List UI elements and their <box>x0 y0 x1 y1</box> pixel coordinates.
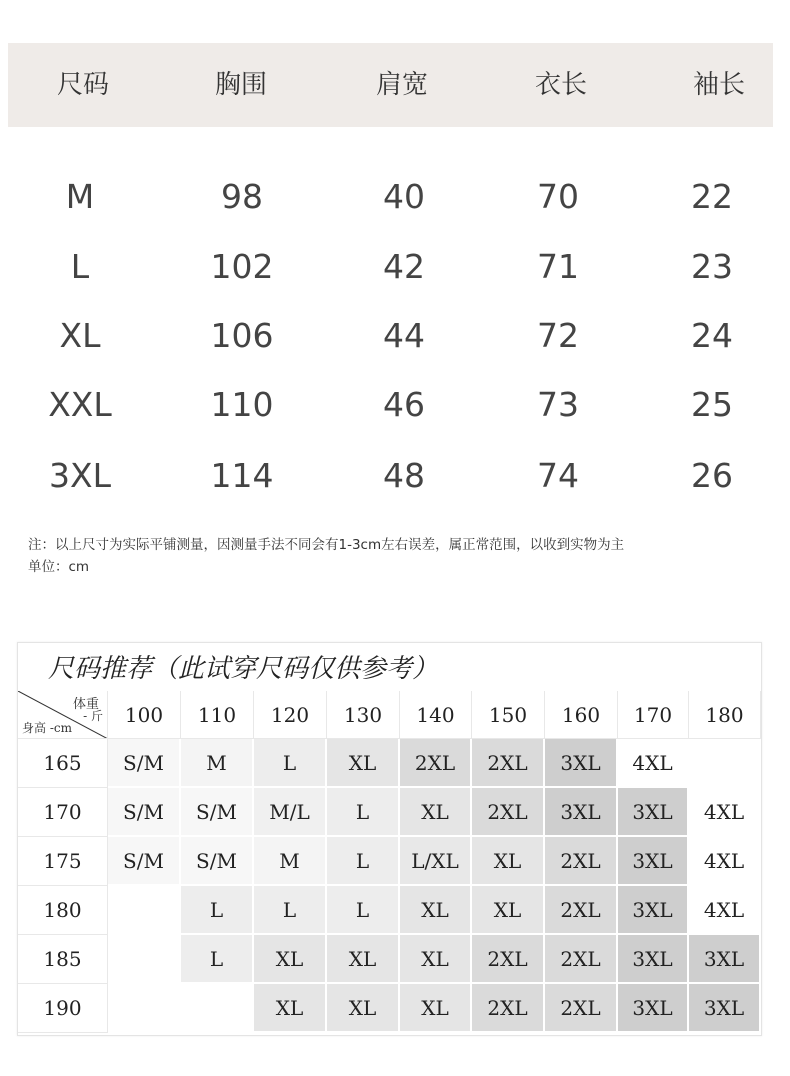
recommended-size-cell: S/M <box>108 788 181 837</box>
height-header-cell: 180 <box>18 886 108 935</box>
recommended-size-cell: 2XL <box>472 984 545 1033</box>
weight-header-cell: 120 <box>254 691 327 739</box>
size-cell-sleeve: 24 <box>691 316 733 355</box>
recommended-size-cell: XL <box>472 886 545 935</box>
weight-header-cell: 150 <box>472 691 545 739</box>
recommended-size-cell: 2XL <box>545 886 618 935</box>
recommended-size-cell <box>108 886 181 935</box>
size-cell-shoulder: 48 <box>383 456 425 495</box>
size-cell-shoulder: 46 <box>383 385 425 424</box>
weight-header-cell: 100 <box>108 691 181 739</box>
size-cell-length: 72 <box>537 316 579 355</box>
size-row <box>0 172 790 222</box>
recommendation-title: 尺码推荐（此试穿尺码仅供参考） <box>48 654 439 684</box>
recommended-size-cell: L <box>327 837 400 886</box>
size-cell-sleeve: 22 <box>691 177 733 216</box>
recommended-size-cell: XL <box>400 984 472 1033</box>
size-row <box>0 311 790 361</box>
size-cell-length: 74 <box>537 456 579 495</box>
recommended-size-cell: 3XL <box>545 739 618 788</box>
weight-header-cell: 170 <box>618 691 689 739</box>
recommended-size-cell: L <box>181 935 254 984</box>
size-cell-sleeve: 23 <box>691 247 733 286</box>
unit-note: 单位：cm <box>28 559 90 575</box>
size-cell-size: L <box>70 247 90 286</box>
recommended-size-cell: L <box>181 886 254 935</box>
recommended-size-cell <box>108 935 181 984</box>
recommended-size-cell: 3XL <box>545 788 618 837</box>
weight-header-cell: 110 <box>181 691 254 739</box>
size-cell-sleeve: 26 <box>691 456 733 495</box>
corner-weight-label: 体重 <box>72 697 99 712</box>
recommended-size-cell: XL <box>327 984 400 1033</box>
header-size: 尺码 <box>56 70 109 100</box>
recommended-size-cell: 2XL <box>400 739 472 788</box>
recommended-size-cell: 2XL <box>545 837 618 886</box>
recommended-size-cell: 4XL <box>689 788 761 837</box>
size-cell-length: 73 <box>537 385 579 424</box>
size-cell-length: 71 <box>537 247 579 286</box>
recommended-size-cell: 4XL <box>618 739 689 788</box>
weight-header-cell: 130 <box>327 691 400 739</box>
size-cell-size: XL <box>59 316 101 355</box>
size-cell-size: 3XL <box>49 456 111 495</box>
recommended-size-cell: 3XL <box>618 788 689 837</box>
weight-header-cell: 160 <box>545 691 618 739</box>
recommended-size-cell: 3XL <box>618 984 689 1033</box>
weight-header-cell: 180 <box>689 691 761 739</box>
corner-height-label: 身高 -cm <box>22 721 72 735</box>
recommended-size-cell: 2XL <box>472 788 545 837</box>
size-cell-shoulder: 44 <box>383 316 425 355</box>
recommended-size-cell <box>689 739 761 788</box>
height-header-cell: 170 <box>18 788 108 837</box>
header-length: 衣长 <box>534 70 587 100</box>
size-cell-shoulder: 40 <box>383 177 425 216</box>
recommended-size-cell: XL <box>327 739 400 788</box>
recommended-size-cell: 3XL <box>689 935 761 984</box>
size-row <box>0 380 790 430</box>
size-row <box>0 451 790 501</box>
size-cell-chest: 114 <box>210 456 274 495</box>
recommended-size-cell: L/XL <box>400 837 472 886</box>
recommended-size-cell: M/L <box>254 788 327 837</box>
recommended-size-cell: S/M <box>181 837 254 886</box>
recommended-size-cell: XL <box>400 788 472 837</box>
recommended-size-cell: 4XL <box>689 837 761 886</box>
recommended-size-cell: L <box>254 886 327 935</box>
height-header-cell: 190 <box>18 984 108 1033</box>
recommended-size-cell: L <box>327 886 400 935</box>
measurement-note: 注：以上尺寸为实际平铺测量，因测量手法不同会有1-3cm左右误差，属正常范围，以收到实物为主 <box>28 537 625 553</box>
recommended-size-cell: S/M <box>181 788 254 837</box>
height-header-cell: 175 <box>18 837 108 886</box>
size-row <box>0 242 790 292</box>
size-cell-chest: 106 <box>210 316 274 355</box>
recommended-size-cell: M <box>181 739 254 788</box>
recommended-size-cell: 3XL <box>618 837 689 886</box>
recommended-size-cell: L <box>254 739 327 788</box>
recommended-size-cell: XL <box>254 984 327 1033</box>
recommended-size-cell: S/M <box>108 739 181 788</box>
recommended-size-cell <box>181 984 254 1033</box>
header-shoulder: 肩宽 <box>375 70 428 100</box>
size-cell-chest: 110 <box>210 385 274 424</box>
recommended-size-cell: XL <box>472 837 545 886</box>
weight-header-cell: 140 <box>400 691 472 739</box>
recommended-size-cell: 4XL <box>689 886 761 935</box>
size-chart-header <box>8 43 773 127</box>
recommended-size-cell: S/M <box>108 837 181 886</box>
recommended-size-cell: M <box>254 837 327 886</box>
recommended-size-cell: 3XL <box>689 984 761 1033</box>
recommended-size-cell: L <box>327 788 400 837</box>
recommended-size-cell: XL <box>400 935 472 984</box>
recommended-size-cell: 2XL <box>545 935 618 984</box>
recommended-size-cell: XL <box>327 935 400 984</box>
size-recommendation-panel <box>17 642 762 1036</box>
size-cell-size: M <box>65 177 95 216</box>
size-cell-shoulder: 42 <box>383 247 425 286</box>
size-cell-length: 70 <box>537 177 579 216</box>
recommended-size-cell: 2XL <box>545 984 618 1033</box>
height-header-cell: 185 <box>18 935 108 984</box>
recommended-size-cell: XL <box>254 935 327 984</box>
header-sleeve: 袖长 <box>692 70 745 100</box>
recommended-size-cell: 2XL <box>472 739 545 788</box>
recommended-size-cell: 2XL <box>472 935 545 984</box>
size-cell-chest: 102 <box>210 247 274 286</box>
height-header-cell: 165 <box>18 739 108 788</box>
corner-header <box>18 691 108 739</box>
recommended-size-cell <box>108 984 181 1033</box>
recommended-size-cell: XL <box>400 886 472 935</box>
recommended-size-cell: 3XL <box>618 886 689 935</box>
size-cell-size: XXL <box>48 385 112 424</box>
header-chest: 胸围 <box>214 70 267 100</box>
size-cell-chest: 98 <box>221 177 263 216</box>
recommended-size-cell: 3XL <box>618 935 689 984</box>
corner-weight-unit: - 斤 <box>83 709 103 723</box>
size-cell-sleeve: 25 <box>691 385 733 424</box>
